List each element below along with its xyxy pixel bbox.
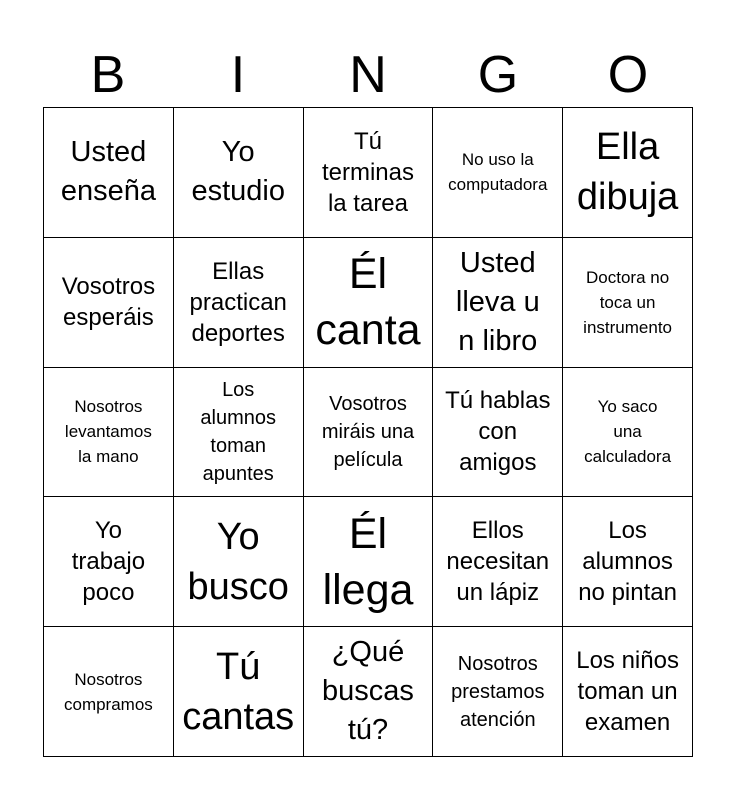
bingo-cell[interactable]: [563, 368, 693, 498]
cell-text: Nosotros prestamos atención: [451, 652, 545, 731]
bingo-cell[interactable]: [174, 238, 304, 368]
cell-text: Ellos necesitan un lápiz: [446, 517, 550, 607]
cell-text: Él llega: [322, 509, 414, 614]
cell-text: Nosotros levantamos la mano: [64, 397, 152, 467]
bingo-cell[interactable]: [563, 497, 693, 627]
cell-text: Ella dibuja: [576, 126, 679, 219]
cell-text: Tú cantas: [182, 645, 295, 738]
bingo-header: [43, 44, 693, 106]
header-letter-n: N: [349, 46, 387, 104]
cell-text: Yo busco: [187, 515, 289, 608]
bingo-cell[interactable]: [44, 627, 174, 757]
bingo-cell[interactable]: [433, 238, 563, 368]
bingo-cell[interactable]: [174, 368, 304, 498]
bingo-cell[interactable]: [433, 368, 563, 498]
header-letter-b: B: [90, 46, 126, 104]
cell-text: No uso la computadora: [448, 150, 548, 195]
cell-text: Él canta: [315, 250, 421, 355]
bingo-cell[interactable]: [304, 368, 434, 498]
bingo-cell[interactable]: [304, 108, 434, 238]
cell-text: Yo estudio: [191, 136, 285, 208]
bingo-cell[interactable]: [174, 108, 304, 238]
cell-text: Los alumnos no pintan: [578, 517, 677, 607]
bingo-cell[interactable]: [304, 238, 434, 368]
cell-text: Usted enseña: [60, 136, 156, 208]
bingo-cell[interactable]: [304, 627, 434, 757]
bingo-cell[interactable]: [44, 368, 174, 498]
bingo-cell[interactable]: [433, 627, 563, 757]
cell-text: Doctora no toca un instrumento: [583, 267, 672, 337]
cell-text: Tú terminas la tarea: [321, 127, 414, 217]
bingo-cell[interactable]: [433, 108, 563, 238]
bingo-cell[interactable]: [44, 238, 174, 368]
cell-text: Nosotros compramos: [63, 669, 153, 714]
cell-text: Vosotros esperáis: [61, 273, 156, 332]
header-letter-g: G: [477, 46, 519, 104]
cell-text: Los niños toman un examen: [576, 647, 679, 737]
cell-text: Tú hablas con amigos: [445, 387, 551, 477]
bingo-cell[interactable]: [563, 108, 693, 238]
bingo-card-grid: [43, 107, 693, 757]
bingo-cell[interactable]: [563, 627, 693, 757]
cell-text: Usted lleva u n libro: [455, 246, 540, 357]
cell-text: Yo trabajo poco: [71, 517, 146, 607]
bingo-cell[interactable]: [44, 108, 174, 238]
cell-text: Yo saco una calculadora: [584, 397, 672, 467]
header-letter-i: I: [230, 46, 246, 104]
bingo-cell[interactable]: [174, 497, 304, 627]
bingo-cell[interactable]: [563, 238, 693, 368]
bingo-cell[interactable]: [44, 497, 174, 627]
cell-text: ¿Qué buscas tú?: [322, 636, 414, 747]
cell-text: Los alumnos toman apuntes: [200, 378, 276, 485]
bingo-cell[interactable]: [433, 497, 563, 627]
cell-text: Vosotros miráis una película: [321, 392, 415, 471]
header-letter-o: O: [607, 46, 649, 104]
bingo-cell[interactable]: [174, 627, 304, 757]
bingo-cell[interactable]: [304, 497, 434, 627]
cell-text: Ellas practican deportes: [189, 257, 287, 347]
